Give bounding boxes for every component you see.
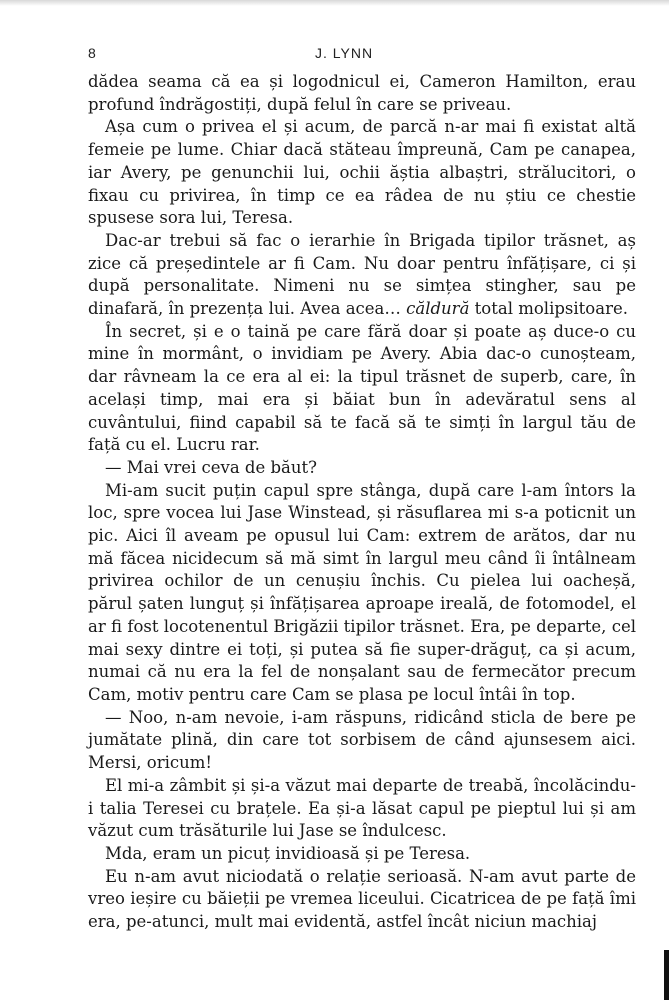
page-number: 8 [88, 45, 96, 61]
paragraph-text: Dac-ar trebui să fac o ierarhie în Brigada tipilor trăsnet, aș zice că președintele ar fi Cam. Nu doar pentru înfățișare, ci și după personalitate. Nimeni nu se simțea stingher, sau pe dinafară, în prezența lui. Avea acea… [88, 230, 636, 319]
paragraph: Așa cum o privea el și acum, de parcă n-ar mai fi existat altă femeie pe lume. Chiar dacă stăteau împreună, Cam pe canapea, iar Avery, pe genunchii lui, ochii ăștia albaștri, strălucitori, o fixau cu privirea, în timp ce ea râdea de nu știu ce chestie spusese sora lui, Teresa. [88, 117, 636, 228]
paragraph [88, 230, 636, 321]
body-text [88, 71, 636, 934]
paragraph-text: total molipsitoare. [469, 299, 628, 319]
paragraph: dădea seama că ea și logodnicul ei, Cameron Hamilton, erau profund îndrăgostiți, după felul în care se priveau. [88, 72, 636, 114]
scan-edge-right [664, 950, 669, 1000]
paragraph: Eu n-am avut niciodată o relație serioasă. N-am avut parte de vreo ieșire cu băieții pe vremea liceului. Cicatricea de pe față îmi era, pe-atunci, mult mai evidentă, astfel încât niciun machiaj [88, 866, 636, 932]
dialogue-line: — Mai vrei ceva de băut? [105, 457, 317, 477]
emphasized-word: căldură [406, 299, 470, 319]
paragraph: El mi-a zâmbit și și-a văzut mai departe de treabă, încolăcindu-i talia Teresei cu brațele. Ea și-a lăsat capul pe pieptul lui și am văzut cum trăsăturile lui Jase se îndulcesc. [88, 775, 636, 841]
paragraph: Mda, eram un picuț invidioasă și pe Teresa. [105, 843, 471, 863]
scan-edge-top [0, 0, 669, 6]
book-page [88, 45, 636, 934]
running-head-author: J. LYNN [315, 45, 374, 61]
dialogue-line: — Noo, n-am nevoie, i-am răspuns, ridicând sticla de bere pe jumătate plină, din care tot sorbisem de când ajunsesem aici. Mersi, oricum! [88, 707, 636, 773]
page-header [88, 45, 636, 71]
paragraph: În secret, și e o taină pe care fără doar și poate aș duce-o cu mine în mormânt, o invidiam pe Avery. Abia dac-o cunoșteam, dar râvneam la ce era al ei: la tipul trăsnet de superb, care, în același timp, mai era și băiat bun în adevăratul sens al cuvântului, fiind capabil să te facă să te simți în largul tău de față cu el. Lucru rar. [88, 321, 636, 455]
paragraph: Mi-am sucit puțin capul spre stânga, după care l-am întors la loc, spre vocea lui Jase Winstead, și răsuflarea mi s-a poticnit un pic. Aici îl aveam pe opusul lui Cam: extrem de arătos, dar nu mă făcea nicidecum să mă simt în largul meu când îi întâlneam privirea ochilor de un cenușiu închis. Cu pielea lui oacheșă, părul șaten lunguț și înfățișarea aproape ireală, de fotomodel, el ar fi fost locotenentul Brigăzii tipilor trăsnet. Era, pe departe, cel mai sexy dintre ei toți, și putea să fie super-drăguț, ca și acum, numai că nu era la fel de nonșalant sau de fermecător precum Cam, motiv pentru care Cam se plasa pe locul întâi în top. [88, 480, 636, 704]
